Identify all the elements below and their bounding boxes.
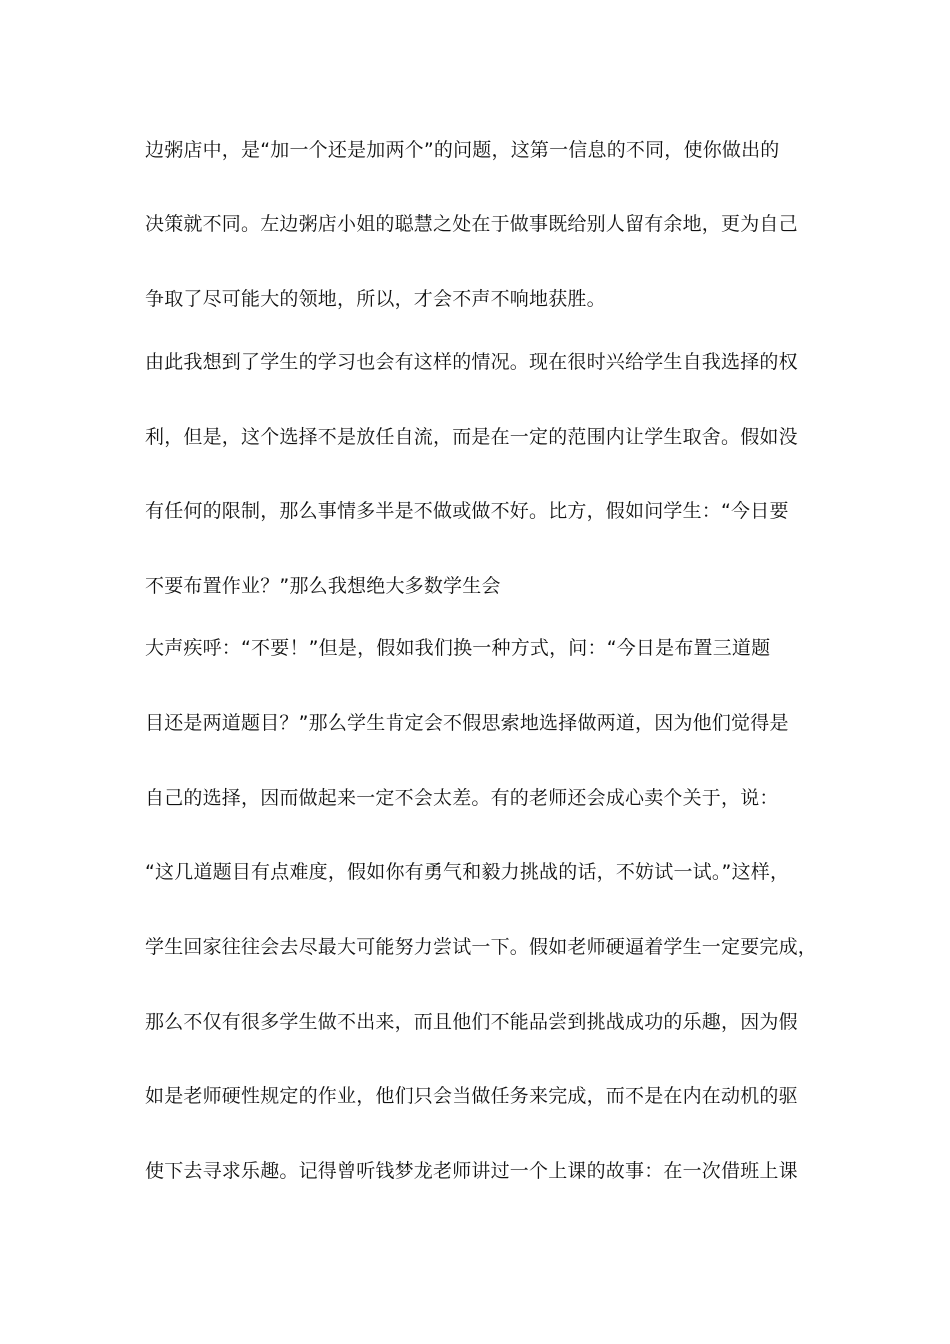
text-line: 利，但是，这个选择不是放任自流，而是在一定的范围内让学生取舍。假如没	[145, 426, 798, 448]
text-line: 大声疾呼：“不要！”但是，假如我们换一种方式，问：“今日是布置三道题	[145, 637, 771, 659]
text-line: 决策就不同。左边粥店小姐的聪慧之处在于做事既给别人留有余地，更为自己	[145, 213, 798, 235]
text-line: 争取了尽可能大的领地，所以，才会不声不响地获胜。	[145, 288, 606, 310]
text-line: 自己的选择，因而做起来一定不会太差。有的老师还会成心卖个关于，说：	[145, 787, 779, 809]
text-line: “这几道题目有点难度，假如你有勇气和毅力挑战的话，不妨试一试。”这样，	[145, 861, 790, 883]
text-line: 目还是两道题目？”那么学生肯定会不假思索地选择做两道，因为他们觉得是	[145, 712, 789, 734]
text-line: 有任何的限制，那么事情多半是不做或做不好。比方，假如问学生：“今日要	[145, 500, 789, 522]
text-line: 由此我想到了学生的学习也会有这样的情况。现在很时兴给学生自我选择的权	[145, 351, 798, 373]
text-line: 使下去寻求乐趣。记得曾听钱梦龙老师讲过一个上课的故事：在一次借班上课	[145, 1160, 798, 1182]
text-line: 那么不仅有很多学生做不出来，而且他们不能品尝到挑战成功的乐趣，因为假	[145, 1011, 798, 1033]
text-line: 不要布置作业？”那么我想绝大多数学生会	[145, 575, 501, 597]
text-line: 如是老师硬性规定的作业，他们只会当做任务来完成，而不是在内在动机的驱	[145, 1085, 798, 1107]
text-line: 学生回家往往会去尽最大可能努力尝试一下。假如老师硬逼着学生一定要完成，	[145, 936, 818, 958]
text-line: 边粥店中，是“加一个还是加两个”的问题，这第一信息的不同，使你做出的	[145, 139, 780, 161]
